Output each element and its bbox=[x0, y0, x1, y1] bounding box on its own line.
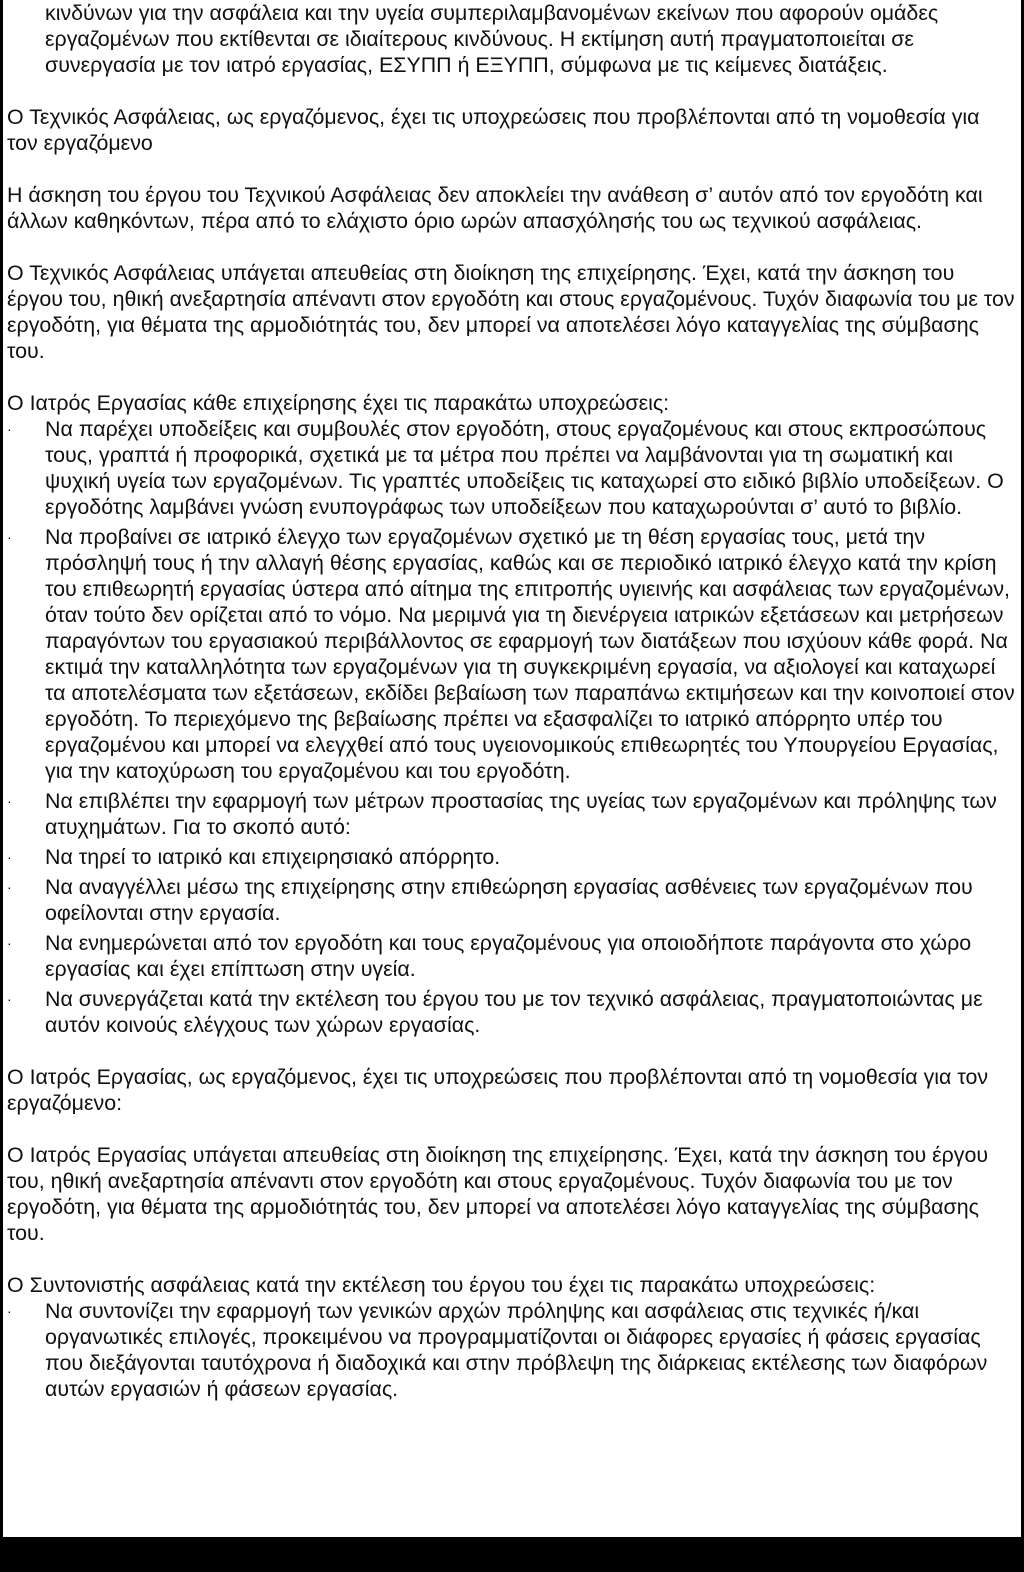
safety-technician-duties-paragraph: Η άσκηση του έργου του Τεχνικού Ασφάλειας δεν αποκλείει την ανάθεση σ’ αυτόν από τον εργοδότη και άλλων καθηκόντων, πέρα από το ελάχιστο όριο ωρών απασχόλησής του ως τεχνικού ασφάλειας. bbox=[7, 183, 983, 233]
list-item bbox=[7, 986, 1015, 1038]
safety-technician-obligations-paragraph: Ο Τεχνικός Ασφάλειας, ως εργαζόμενος, έχει τις υποχρεώσεις που προβλέπονται από τη νομοθεσία για τον εργαζόμενο bbox=[7, 105, 980, 155]
bullet-icon: · bbox=[7, 1303, 12, 1319]
safety-coordinator-duties-list bbox=[7, 1298, 1015, 1402]
bullet-icon: · bbox=[7, 421, 12, 437]
bottom-black-bar bbox=[0, 1537, 1024, 1572]
intro-continuation-paragraph: κινδύνων για την ασφάλεια και την υγεία συμπεριλαμβανομένων εκείνων που αφορούν ομάδες εργαζομένων που εκτίθενται σε ιδιαίτερους κινδύνους. Η εκτίμηση αυτή πραγματοποιείται σε συνεργασία με τον ιατρό εργασίας, ΕΣΥΠΠ ή ΕΞΥΠΠ, σύμφωνα με τις κείμενες διατάξεις. bbox=[45, 1, 939, 77]
list-item-text: Να παρέχει υποδείξεις και συμβουλές στον εργοδότη, στους εργαζομένους και στους εκπροσώπους τους, γραπτά ή προφορικά, σχετικά με τα μέτρα που πρέπει να λαμβάνονται για τη σωματική και ψυχική υγεία των εργαζομένων. Τις γραπτές υποδείξεις τις καταχωρεί στο ειδικό βιβλίο υποδείξεων. Ο εργοδότης λαμβάνει γνώση ενυπογράφως των υποδείξεων που καταχωρούνται σ’ αυτό το βιβλίο. bbox=[45, 417, 1004, 519]
safety-technician-independence-paragraph: Ο Τεχνικός Ασφάλειας υπάγεται απευθείας στη διοίκηση της επιχείρησης. Έχει, κατά την άσκηση του έργου του, ηθική ανεξαρτησία απέναντι στον εργοδότη και στους εργαζομένους. Τυχόν διαφωνία του με τον εργοδότη, για θέματα της αρμοδιότητάς του, δεν μπορεί να αποτελέσει λόγο καταγγελίας της σύμβασης του. bbox=[7, 261, 1015, 363]
list-item bbox=[7, 874, 1015, 926]
document-body bbox=[7, 0, 1015, 1406]
occupational-doctor-independence-paragraph: Ο Ιατρός Εργασίας υπάγεται απευθείας στη διοίκηση της επιχείρησης. Έχει, κατά την άσκηση του έργου του, ηθική ανεξαρτησία απέναντι στον εργοδότη και στους εργαζομένους. Τυχόν διαφωνία του με τον εργοδότη, για θέματα της αρμοδιότητάς του, δεν μπορεί να αποτελέσει λόγο καταγγελίας της σύμβασης του. bbox=[7, 1143, 989, 1245]
list-item bbox=[7, 930, 1015, 982]
list-item-text: Να τηρεί το ιατρικό και επιχειρησιακό απόρρητο. bbox=[45, 845, 501, 869]
list-item-text: Να συντονίζει την εφαρμογή των γενικών αρχών πρόληψης και ασφάλειας στις τεχνικές ή/και οργανωτικές επιλογές, προκειμένου να προγραμματίζονται οι διάφορες εργασίες ή φάσεις εργασίας που διεξάγονται ταυτόχρονα ή διαδοχικά και στην πρόβλεψη της διάρκειας εκτέλεσης των διαφόρων αυτών εργασιών ή φάσεων εργασίας. bbox=[45, 1299, 988, 1401]
bullet-icon: · bbox=[7, 935, 12, 951]
list-item bbox=[7, 416, 1015, 520]
bullet-icon: · bbox=[7, 879, 12, 895]
list-item bbox=[7, 524, 1015, 784]
list-item bbox=[7, 1298, 1015, 1402]
list-item-text: Να συνεργάζεται κατά την εκτέλεση του έργου του με τον τεχνικό ασφάλειας, πραγματοποιώντας με αυτόν κοινούς ελέγχους των χώρων εργασίας. bbox=[45, 987, 983, 1037]
list-item bbox=[7, 788, 1015, 840]
occupational-doctor-intro-paragraph: Ο Ιατρός Εργασίας κάθε επιχείρησης έχει τις παρακάτω υποχρεώσεις: bbox=[7, 391, 670, 415]
document-page bbox=[3, 0, 1021, 1537]
occupational-doctor-obligations-paragraph: Ο Ιατρός Εργασίας, ως εργαζόμενος, έχει τις υποχρεώσεις που προβλέπονται από τη νομοθεσία για τον εργαζόμενο: bbox=[7, 1065, 989, 1115]
occupational-doctor-duties-list bbox=[7, 416, 1015, 1038]
list-item-text: Να επιβλέπει την εφαρμογή των μέτρων προστασίας της υγείας των εργαζομένων και πρόληψης των ατυχημάτων. Για το σκοπό αυτό: bbox=[45, 789, 997, 839]
list-item-text: Να προβαίνει σε ιατρικό έλεγχο των εργαζομένων σχετικό με τη θέση εργασίας τους, μετά την πρόσληψή τους ή την αλλαγή θέσης εργασίας, καθώς και σε περιοδικό ιατρικό έλεγχο κατά την κρίση του επιθεωρητή εργασίας ύστερα από αίτημα της επιτροπής υγιεινής και ασφάλειας των εργαζομένων, όταν τούτο δεν ορίζεται από το νόμο. Να μεριμνά για τη διενέργεια ιατρικών εξετάσεων και μετρήσεων παραγόντων του εργασιακού περιβάλλοντος σε εφαρμογή των διατάξεων που ισχύουν κάθε φορά. Να εκτιμά την καταλληλότητα των εργαζομένων για τη συγκεκριμένη εργασία, να αξιολογεί και καταχωρεί τα αποτελέσματα των εξετάσεων, εκδίδει βεβαίωση των παραπάνω εκτιμήσεων και την κοινοποιεί στον εργοδότη. Το περιεχόμενο της βεβαίωσης πρέπει να εξασφαλίζει το ιατρικό απόρρητο υπέρ του εργαζομένου και μπορεί να ελεγχθεί από τους υγειονομικούς επιθεωρητές του Υπουργείου Εργασίας, για την κατοχύρωση του εργαζομένου και του εργοδότη. bbox=[45, 525, 1015, 783]
list-item-text: Να αναγγέλλει μέσω της επιχείρησης στην επιθεώρηση εργασίας ασθένειες των εργαζομένων που οφείλονται στην εργασία. bbox=[45, 875, 973, 925]
list-item bbox=[7, 844, 1015, 870]
bullet-icon: · bbox=[7, 793, 12, 809]
bullet-icon: · bbox=[7, 529, 12, 545]
list-item-text: Να ενημερώνεται από τον εργοδότη και τους εργαζομένους για οποιοδήποτε παράγοντα στο χώρο εργασίας και έχει επίπτωση στην υγεία. bbox=[45, 931, 972, 981]
bullet-icon: · bbox=[7, 991, 12, 1007]
safety-coordinator-intro-paragraph: Ο Συντονιστής ασφάλειας κατά την εκτέλεση του έργου του έχει τις παρακάτω υποχρεώσεις: bbox=[7, 1273, 876, 1297]
bullet-icon: · bbox=[7, 849, 12, 865]
